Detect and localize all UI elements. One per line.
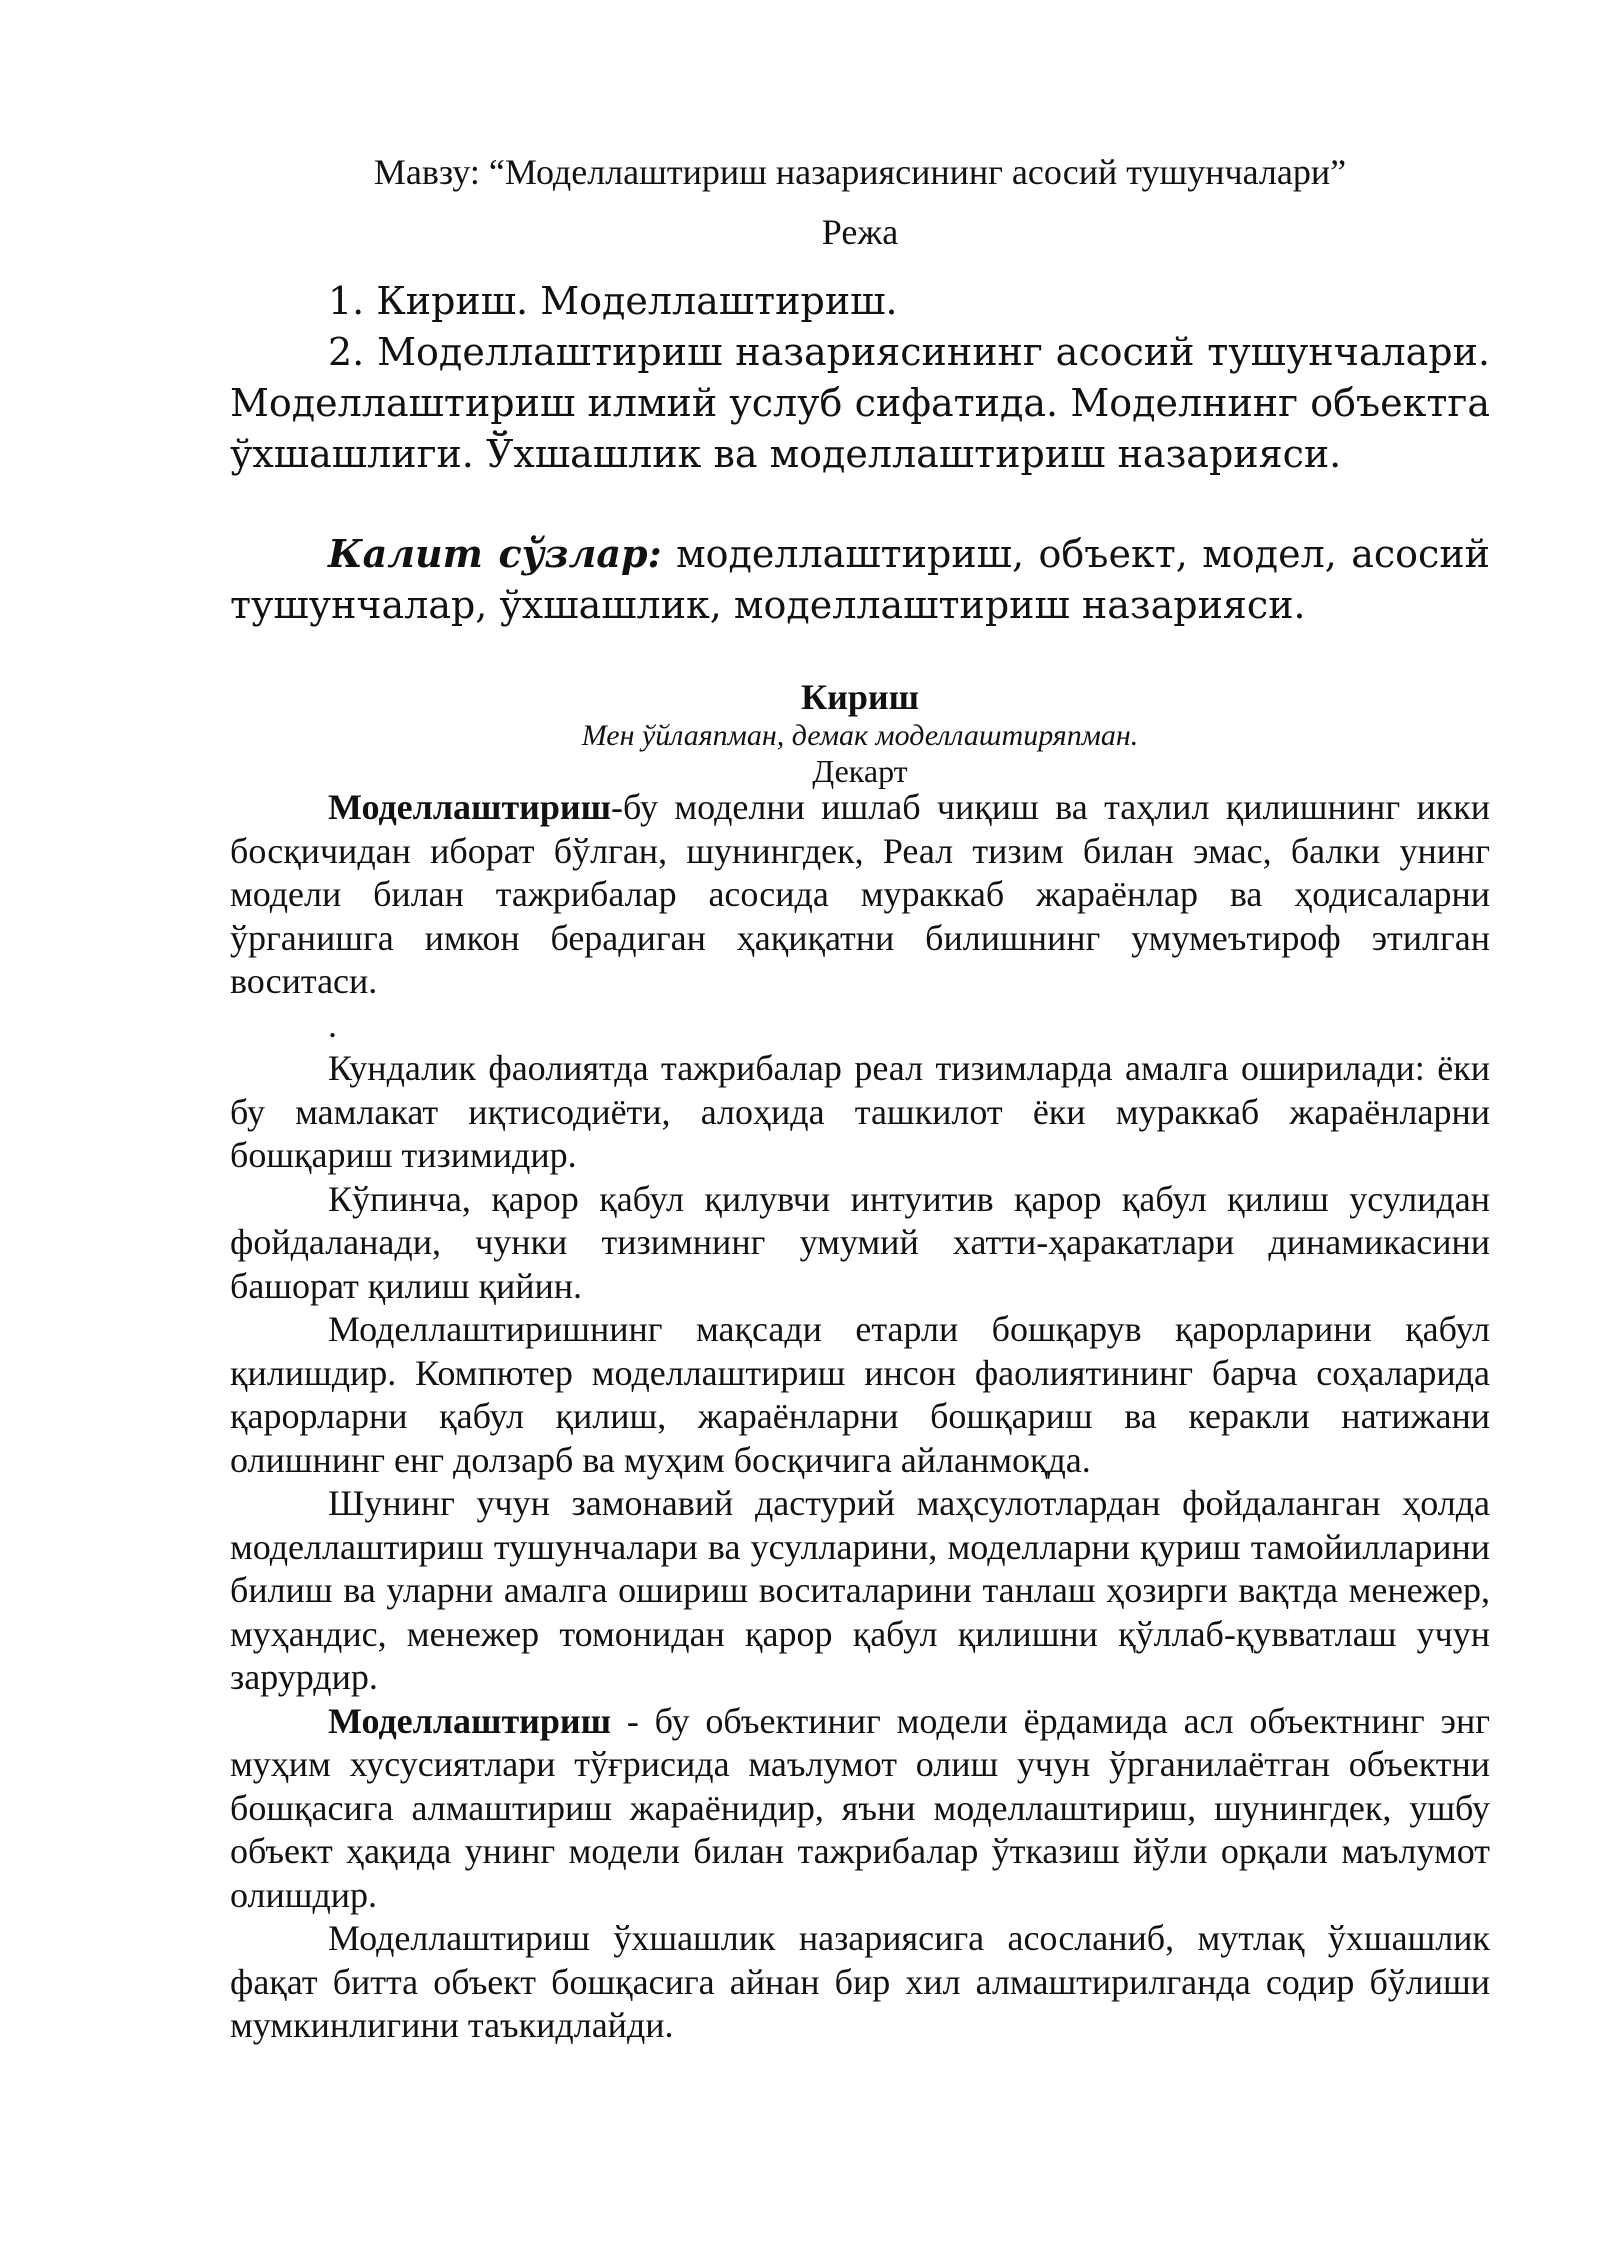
keywords-label: Калит сўзлар: — [328, 531, 662, 576]
paragraph-intuitive-decisions: Кўпинча, қарор қабул қилувчи интуитив қарор қабул қилиш усулидан фойдаланади, чунки тизимнинг умумий хатти-ҳаракатлари динамикасини башорат қилиш қийин. — [230, 1178, 1490, 1306]
paragraph-daily-activity: Кундалик фаолиятда тажрибалар реал тизимларда амалга оширилади: ёки бу мамлакат иқтисодиёти, алоҳида ташкилот ёки мураккаб жараёнларни бошқариш тизимидир. — [230, 1048, 1490, 1175]
plan-item-2: 2. Моделлаштириш назариясининг асосий тушунчалари. Моделлаштириш илмий услуб сифатида. Моделнинг объектга ўхшашлиги. Ўхшашлик ва моделлаштириш назарияси. — [230, 330, 1490, 476]
stray-dot: . — [328, 1004, 337, 1045]
epigraph-quote: Мен ўйлаяпман, демак моделлаштиряпман. — [581, 719, 1139, 752]
paragraph-text: - бу объектиниг модели ёрдамида асл объектнинг энг муҳим хусусиятлари тўғрисида маълумот олиш учун ўрганилаётган объектни бошқасига алмаштириш жараёнидир, яъни моделлаштириш, шунингдек, ушбу объект ҳақида унинг модели билан тажрибалар ўтказиш йўли орқали маълумот олишдир. — [230, 1700, 1490, 1915]
term-modelling: Моделлаштириш — [328, 1700, 612, 1741]
topic-title: Мавзу: “Моделлаштириш назариясининг асосий тушунчалари” — [373, 152, 1347, 192]
paragraph-similarity-theory: Моделлаштириш ўхшашлик назариясига асосланиб, мутлақ ўхшашлик фақат битта объект бошқасига айнан бир хил алмаштирилганда содир бўлиши мумкинлигини таъкидлайди. — [230, 1918, 1490, 2045]
plan-title: Режа — [821, 212, 899, 252]
paragraph-definition — [230, 786, 1490, 1004]
keywords-paragraph — [230, 528, 1490, 631]
plan-list — [230, 276, 1490, 480]
body-text — [230, 786, 1490, 2048]
paragraph-text: -бу моделни ишлаб чиқиш ва таҳлил қилишнинг икки босқичидан иборат бўлган, шунингдек, Реал тизим билан эмас, балки унинг модели билан тажрибалар асосида мураккаб жараёнлар ва ҳодисаларни ўрганишга имкон берадиган ҳақиқатни билишнинг умумеътироф этилган воситаси. — [230, 787, 1490, 1001]
section-title-intro: Кириш — [800, 677, 919, 717]
term-modelling: Моделлаштириш — [328, 787, 612, 827]
epigraph-author: Декарт — [812, 753, 908, 789]
paragraph-software-tools: Шунинг учун замонавий дастурий маҳсулотлардан фойдаланган ҳолда моделлаштириш тушунчалари ва усулларини, моделларни қуриш тамойилларини билиш ва уларни амалга ошириш воситаларини танлаш ҳозирги вақтда менежер, муҳандис, менежер томонидан қарор қабул қилишни қўллаб-қувватлаш учун зарурдир. — [230, 1483, 1490, 1697]
plan-item-1: 1. Кириш. Моделлаштириш. — [328, 279, 898, 323]
paragraph-modelling-process — [230, 1700, 1490, 1918]
keywords-text: моделлаштириш, объект, модел, асосий тушунчалар, ўхшашлик, моделлаштириш назарияси. — [230, 532, 1490, 627]
paragraph-modelling-goal: Моделлаштиришнинг мақсади етарли бошқарув қарорларини қабул қилишдир. Компютер моделлаштириш инсон фаолиятининг барча соҳаларида қарорларни қабул қилиш, жараёнларни бошқариш ва керакли натижани олишнинг енг долзарб ва муҳим босқичига айланмоқда. — [230, 1309, 1490, 1480]
